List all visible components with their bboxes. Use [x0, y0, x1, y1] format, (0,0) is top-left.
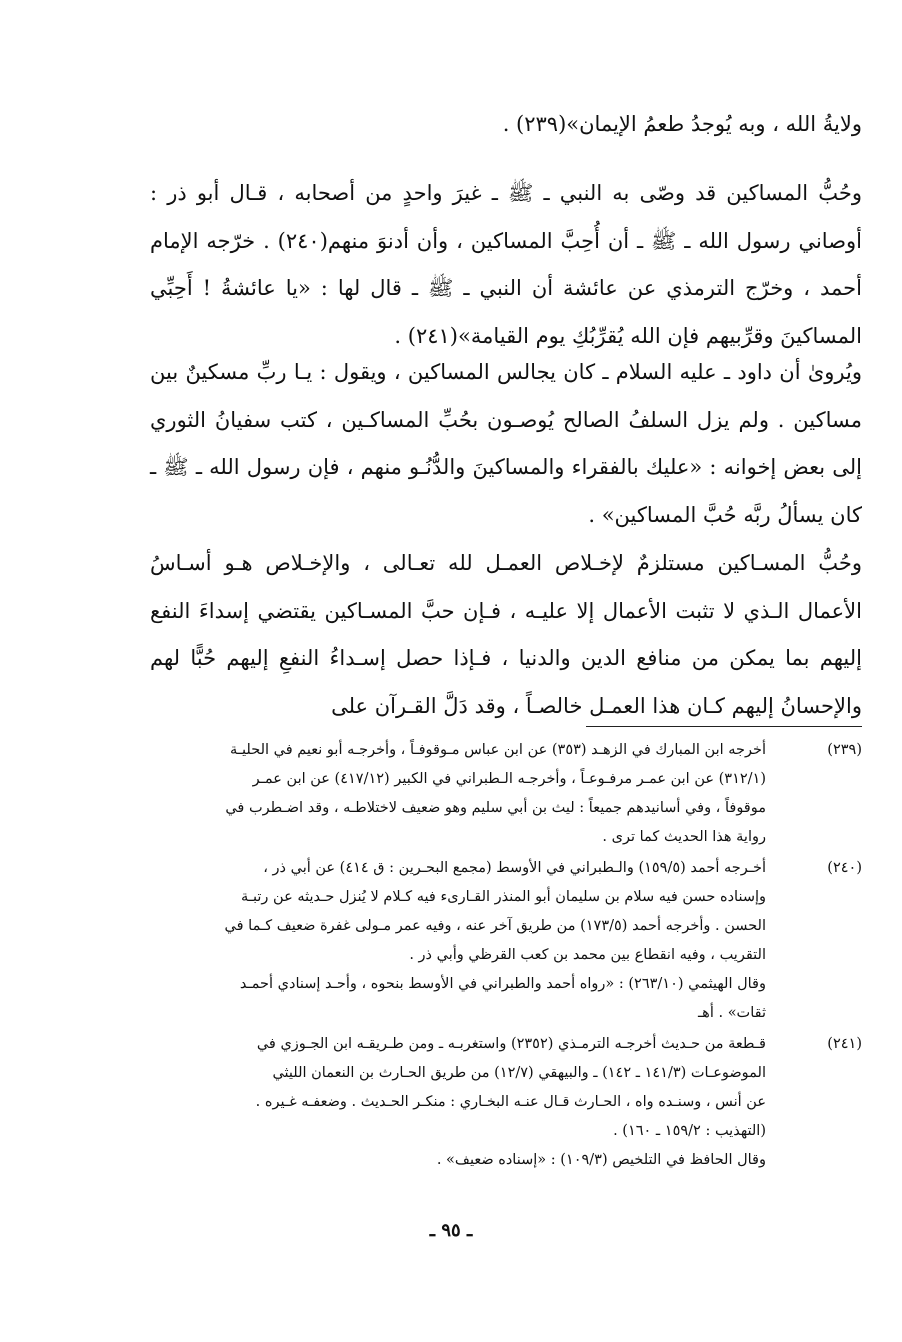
footnote-line: وقال الحافظ في التلخيص (١٠٩/٣) : «إسناده ضعيف» . [436, 1152, 766, 1168]
footnote-line: رواية هذا الحديث كما ترى . [602, 829, 766, 845]
footnote-line: أخـرجه أحمد (١٥٩/٥) والـطبراني في الأوسط (مجمع البحـرين : ق ٤١٤) عن أبي ذر ، [263, 860, 766, 876]
footnote-line: وقال الهيثمي (٢٦٣/١٠) : «رواه أحمد والطبراني في الأوسط بنحوه ، وأحـد إسنادي أحمـد [239, 976, 766, 992]
footnote-line: (التهذيب : ١٥٩/٢ ـ ١٦٠) . [613, 1123, 766, 1139]
footnote-line: أخرجه ابن المبارك في الزهـد (٣٥٣) عن ابن عباس مـوقوفـاً ، وأخرجـه أبو نعيم في الحليـة [230, 742, 766, 758]
footnote-line: وإسناده حسن فيه سلام بن سليمان أبو المنذر القـارىء فيه كـلام لا يُنزل حـديثه عن رتبـة [240, 889, 766, 905]
footnote-240 [150, 854, 862, 1028]
main-text [150, 101, 862, 149]
main-text [150, 540, 862, 730]
footnote-line: موقوفاً ، وفي أسانيدهم جميعاً : ليث بن أبي سليم وهو ضعيف لاختلاطـه ، وقد اضـطرب في [225, 800, 766, 816]
paragraph-1: ولايةُ الله ، وبه يُوجدُ طعمُ الإيمان»(٢٣٩) . [502, 112, 862, 136]
footnote-line: الحسن . وأخرجه أحمد (١٧٣/٥) من طريق آخر عنه ، وفيه عمر مـولى غفرة ضعيف كـما في [224, 918, 766, 934]
paragraph-2: وحُبُّ المساكين قد وصّى به النبي ـ ﷺ ـ غيرَ واحدٍ من أصحابه ، قـال أبو ذر : أوصاني رسول الله ـ ﷺ ـ أن أُحِبَّ المساكين ، وأن أدنوَ منهم(٢٤٠) . خرّجه الإمام أحمد ، وخرّج الترمذي عن عائشة أن النبي ـ ﷺ ـ قال لها : «يا عائشةُ ! أَحِبِّي المساكينَ وقرِّبيهم فإن الله يُقرِّبُكِ يوم القيامة»(٢٤١) . [150, 181, 862, 348]
footnote-line: ثقات» . أهـ [697, 1005, 766, 1021]
footnote-number: (٢٣٩) [827, 742, 862, 758]
page-number: ـ ٩٥ ـ [429, 1220, 473, 1241]
footnote-separator [586, 726, 862, 727]
footnote-line: التقريب ، وفيه انقطاع بين محمد بن كعب القرظي وأبي ذر . [409, 947, 766, 963]
main-text [150, 349, 862, 539]
footnote-241 [150, 1030, 862, 1175]
footnotes [150, 736, 862, 1177]
paragraph-4: وحُبُّ المسـاكين مستلزمٌ لإخـلاص العمـل لله تعـالى ، والإخـلاص هـو أسـاسُ الأعمال الـذي لا تثبت الأعمال إلا عليـه ، فـإن حبَّ المسـاكين يقتضي إسداءَ النفع إليهم بما يمكن من منافع الدين والدنيا ، فـإذا حصل إسـداءُ النفعِ إليهم حُبًّا لهم والإحسانُ إليهم كـان هذا العمـل خالصـاً ، وقد دَلَّ القـرآن على [150, 551, 862, 718]
main-text [150, 170, 862, 360]
footnote-line: (٣١٢/١) عن ابن عمـر مرفـوعـاً ، وأخرجـه الـطبراني في الكبير (٤١٧/١٢) عن ابن عمـر [252, 771, 766, 787]
footnote-line: قـطعة من حـديث أخرجـه الترمـذي (٢٣٥٢) واستغربـه ـ ومن طـريقـه ابن الجـوزي في [256, 1036, 766, 1052]
footnote-line: الموضوعـات (١٤١/٣ ـ ١٤٢) ـ والبيهقي (١٢/٧) من طريق الحـارث بن النعمان الليثي [272, 1065, 766, 1081]
footnote-number: (٢٤٠) [827, 860, 862, 876]
footnote-239 [150, 736, 862, 852]
footnote-line: عن أنس ، وسنـده واه ، الحـارث قـال عنـه البخـاري : منكـر الحـديث . وضعفـه غـيره . [255, 1094, 766, 1110]
paragraph-3: ويُروىٰ أن داود ـ عليه السلام ـ كان يجالس المساكين ، ويقول : يـا ربِّ مسكينٌ بين مساكين . ولم يزل السلفُ الصالح يُوصـون بحُبِّ المساكـين ، كتب سفيانُ الثوري إلى بعض إخوانه : «عليك بالفقراء والمساكينَ والدُّنُـو منهم ، فإن رسول الله ـ ﷺ ـ كان يسألُ ربَّه حُبَّ المساكين» . [150, 360, 862, 527]
footnote-number: (٢٤١) [827, 1036, 862, 1052]
